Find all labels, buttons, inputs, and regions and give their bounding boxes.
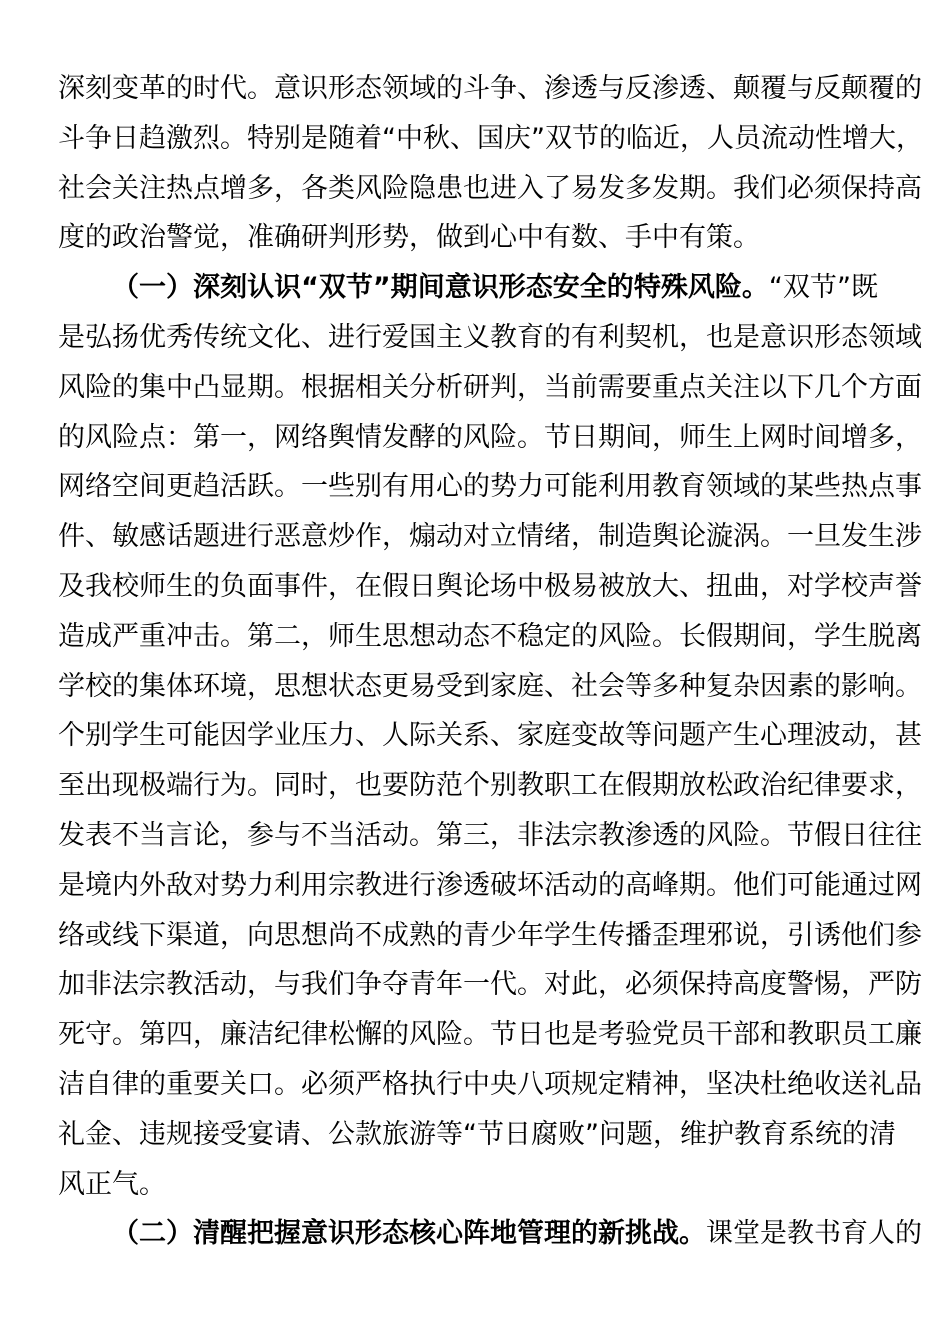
paragraph-line: 洁 自 律 的 重 要 关 口 。 必 须 严 格 执 行 中 央 八 项 规 定 精 神 ， 坚 决 杜 绝 收 送 礼 品 (58, 1068, 922, 1100)
paragraph-line: 社 会 关 注 热 点 增 多 ， 各 类 风 险 隐 患 也 进 入 了 易 发 多 发 期 。 我 们 必 须 保 持 高 (58, 172, 922, 204)
paragraph-line: 网 络 空 间 更 趋 活 跃 。 一 些 别 有 用 心 的 势 力 可 能 利 用 教 育 领 域 的 某 些 热 点 事 (58, 471, 922, 503)
paragraph-line: 是 弘 扬 优 秀 传 统 文 化 、 进 行 爱 国 主 义 教 育 的 有 利 契 机 ， 也 是 意 识 形 态 领 域 (58, 321, 922, 353)
paragraph-line: 死 守 。 第 四 ， 廉 洁 纪 律 松 懈 的 风 险 。 节 日 也 是 考 验 党 员 干 部 和 教 职 员 工 廉 (58, 1019, 922, 1051)
paragraph-line: 件 、 敏 感 话 题 进 行 恶 意 炒 作 ， 煽 动 对 立 情 绪 ， 制 造 舆 论 漩 涡 。 一 旦 发 生 涉 (58, 521, 922, 553)
section-heading-line: （ 一 ） 深 刻 认 识 “ 双 节 ” 期 间 意 识 形 态 安 全 的 特 殊 风 险 。 “ 双 节 ” 既 (112, 272, 878, 304)
paragraph-line: 风 险 的 集 中 凸 显 期 。 根 据 相 关 分 析 研 判 ， 当 前 需 要 重 点 关 注 以 下 几 个 方 面 (58, 371, 922, 403)
paragraph-line: 的 风 险 点 ： 第 一 ， 网 络 舆 情 发 酵 的 风 险 。 节 日 期 间 ， 师 生 上 网 时 间 增 多 ， (58, 421, 922, 453)
paragraph-line: 斗 争 日 趋 激 烈 。 特 别 是 随 着 “ 中 秋 、 国 庆 ” 双 节 的 临 近 ， 人 员 流 动 性 增 大 ， (58, 122, 923, 154)
paragraph-line: 学 校 的 集 体 环 境 ， 思 想 状 态 更 易 受 到 家 庭 、 社 会 等 多 种 复 杂 因 素 的 影 响 。 (58, 670, 922, 702)
paragraph-line: 个 别 学 生 可 能 因 学 业 压 力 、 人 际 关 系 、 家 庭 变 故 等 问 题 产 生 心 理 波 动 ， 甚 (58, 720, 922, 752)
paragraph-line: 礼 金 、 违 规 接 受 宴 请 、 公 款 旅 游 等 “ 节 日 腐 败 ” 问 题 ， 维 护 教 育 系 统 的 清 (58, 1118, 896, 1150)
paragraph-line: 度 的 政 治 警 觉 ， 准 确 研 判 形 势 ， 做 到 心 中 有 数 、 手 中 有 策 。 (58, 222, 760, 254)
paragraph-line: 是 境 内 外 敌 对 势 力 利 用 宗 教 进 行 渗 透 破 坏 活 动 的 高 峰 期 。 他 们 可 能 通 过 网 (58, 869, 922, 901)
paragraph-line: 络 或 线 下 渠 道 ， 向 思 想 尚 不 成 熟 的 青 少 年 学 生 传 播 歪 理 邪 说 ， 引 诱 他 们 参 (58, 919, 922, 951)
paragraph-line: 加 非 法 宗 教 活 动 ， 与 我 们 争 夺 青 年 一 代 。 对 此 ， 必 须 保 持 高 度 警 惕 ， 严 防 (58, 969, 922, 1001)
paragraph-line: 风 正 气 。 (58, 1168, 166, 1200)
paragraph-line: 造 成 严 重 冲 击 。 第 二 ， 师 生 思 想 动 态 不 稳 定 的 风 险 。 长 假 期 间 ， 学 生 脱 离 (58, 620, 922, 652)
paragraph-line: 深 刻 变 革 的 时 代 。 意 识 形 态 领 域 的 斗 争 、 渗 透 与 反 渗 透 、 颠 覆 与 反 颠 覆 的 (58, 73, 922, 104)
paragraph-line: 至 出 现 极 端 行 为 。 同 时 ， 也 要 防 范 个 别 教 职 工 在 假 期 放 松 政 治 纪 律 要 求 ， (58, 770, 922, 802)
paragraph-line: 发 表 不 当 言 论 ， 参 与 不 当 活 动 。 第 三 ， 非 法 宗 教 渗 透 的 风 险 。 节 假 日 往 往 (58, 819, 922, 851)
paragraph-line: 及 我 校 师 生 的 负 面 事 件 ， 在 假 日 舆 论 场 中 极 易 被 放 大 、 扭 曲 ， 对 学 校 声 誉 (58, 570, 922, 602)
section-heading-line: （ 二 ） 清 醒 把 握 意 识 形 态 核 心 阵 地 管 理 的 新 挑 战 。 课 堂 是 教 书 育 人 的 (112, 1218, 922, 1250)
document-body (58, 64, 923, 1259)
